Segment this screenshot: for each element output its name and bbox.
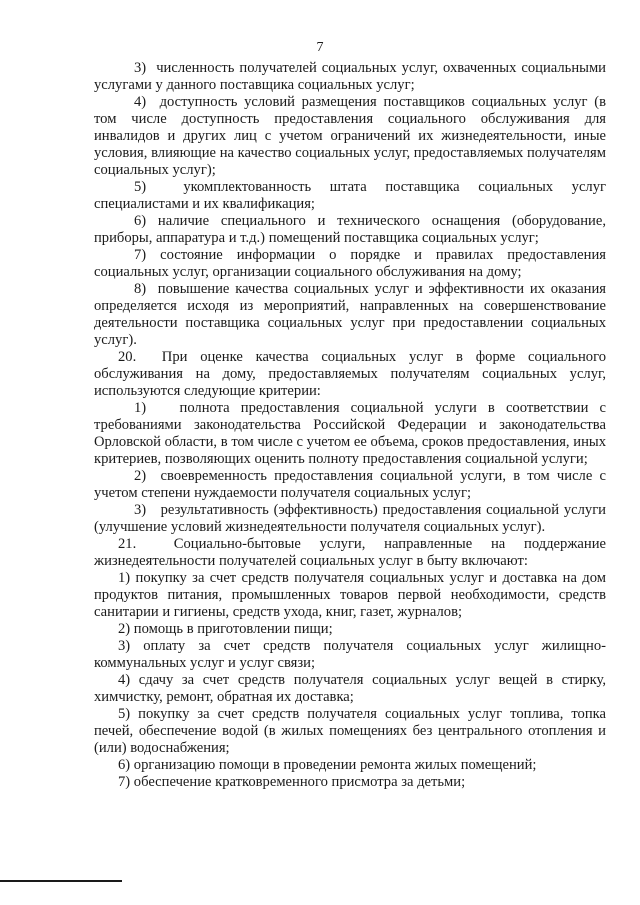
criterion-3-effectiveness: 3) результативность (эффективность) предоставления социальной услуги (улучшение условий жизнедеятельности получателя социальных услуг). [94,502,606,535]
paragraph-8-quality: 8) повышение качества социальных услуг и эффективности их оказания определяется исходя из мероприятий, направленных на совершенствование деятельности поставщика социальных услуг при предоставлении социальных услуг). [94,281,606,348]
paragraph-section-20: 20. При оценке качества социальных услуг в форме социального обслуживания на дому, предоставляемых получателям социальных услуг, используются следующие критерии: [94,349,606,399]
footnote-separator-line [0,880,122,882]
criterion-2-timeliness: 2) своевременность предоставления социальной услуги, в том числе с учетом степени нуждаемости получателя социальных услуг; [94,468,606,501]
paragraph-5-staffing: 5) укомплектованность штата поставщика социальных услуг специалистами и их квалификация; [94,179,606,212]
service-4-laundry: 4) сдачу за счет средств получателя социальных услуг вещей в стирку, химчистку, ремонт, обратная их доставка; [94,672,606,705]
paragraph-6-equipment: 6) наличие специального и технического оснащения (оборудование, приборы, аппаратура и т.д.) помещений поставщика социальных услуг; [94,213,606,246]
service-7-childcare: 7) обеспечение кратковременного присмотра за детьми; [118,774,466,790]
service-2-cooking-help: 2) помощь в приготовлении пищи; [118,621,333,637]
document-body [94,60,606,791]
service-3-utility-payment: 3) оплату за счет средств получателя социальных услуг жилищно-коммунальных услуг и услуг связи; [94,638,606,671]
service-6-repair-help: 6) организацию помощи в проведении ремонта жилых помещений; [118,757,537,773]
service-5-fuel-water: 5) покупку за счет средств получателя социальных услуг топлива, топка печей, обеспечение водой (в жилых помещениях без центрального отопления и (или) водоснабжения; [94,706,606,756]
paragraph-4-accessibility: 4) доступность условий размещения поставщиков социальных услуг (в том числе доступность предоставления социального обслуживания для инвалидов и других лиц с учетом ограничений их жизнедеятельности, иные условия, влияющие на качество социальных услуг, предоставляемых получателям социальных услуг); [94,94,606,178]
paragraph-3-coverage: 3) численность получателей социальных услуг, охваченных социальными услугами у данного поставщика социальных услуг; [94,60,606,93]
service-1-purchase-delivery: 1) покупку за счет средств получателя социальных услуг и доставка на дом продуктов питания, промышленных товаров первой необходимости, средств санитарии и гигиены, средств ухода, книг, газет, журналов; [94,570,606,620]
paragraph-section-21: 21. Социально-бытовые услуги, направленные на поддержание жизнедеятельности получателей социальных услуг в быту включают: [94,536,606,569]
paragraph-7-information: 7) состояние информации о порядке и правилах предоставления социальных услуг, организации социального обслуживания на дому; [94,247,606,280]
criterion-1-completeness: 1) полнота предоставления социальной услуги в соответствии с требованиями законодательства Российской Федерации и законодательства Орловской области, в том числе с учетом ее объема, сроков предоставления, иных критериев, позволяющих оценить полноту предоставления социальной услуги; [94,400,606,467]
page-number: 7 [316,40,324,55]
